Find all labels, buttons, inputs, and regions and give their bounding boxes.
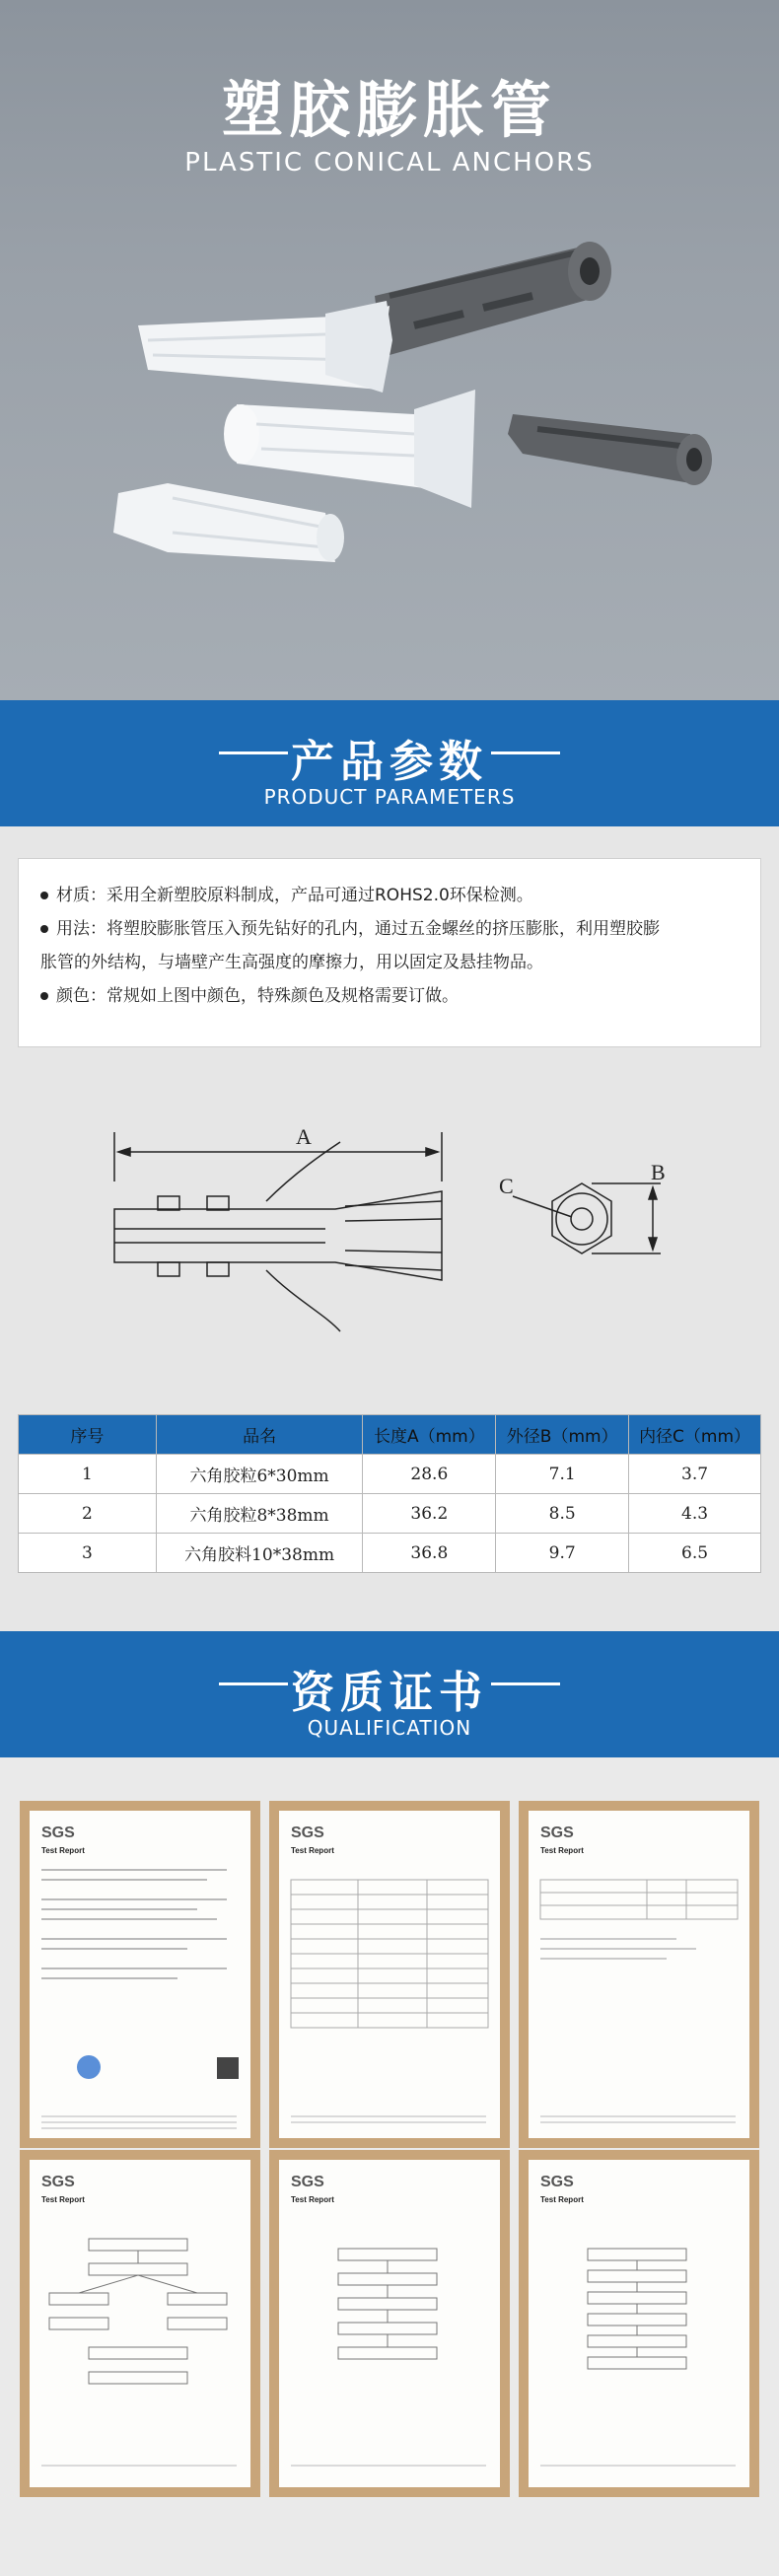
certificate-text-lines <box>30 1860 250 2138</box>
certificate-heading: Test Report <box>41 1846 85 1855</box>
cell-outer: 7.1 <box>496 1455 629 1494</box>
certificate-6 <box>519 2150 759 2497</box>
sgs-logo: SGS <box>540 2174 574 2190</box>
certificate-paper <box>279 1811 500 2138</box>
label-c: C <box>499 1174 514 1198</box>
certificate-heading: Test Report <box>540 2195 584 2204</box>
col-inner: 内径C（mm） <box>629 1415 761 1455</box>
table-row <box>19 1534 761 1573</box>
label-b: B <box>651 1160 666 1184</box>
cell-index: 2 <box>19 1494 157 1534</box>
certificate-paper <box>30 2160 250 2487</box>
cell-inner: 4.3 <box>629 1494 761 1534</box>
params-banner <box>0 700 779 826</box>
description-box <box>18 858 761 1047</box>
banner-line-right <box>491 1682 560 1685</box>
certificate-flowchart <box>529 2209 749 2487</box>
certificate-3 <box>519 1801 759 2148</box>
bullet-icon <box>40 992 48 1000</box>
certificate-paper <box>30 1811 250 2138</box>
table-row <box>19 1455 761 1494</box>
white-anchor-bottom <box>113 483 344 562</box>
cell-index: 1 <box>19 1455 157 1494</box>
desc-color: 颜色：常规如上图中颜色，特殊颜色及规格需要订做。 <box>40 979 739 1013</box>
desc-usage: 用法：将塑胶膨胀管压入预先钻好的孔内，通过五金螺丝的挤压膨胀，利用塑胶膨 <box>40 912 739 946</box>
bullet-icon <box>40 892 48 899</box>
cell-length: 28.6 <box>363 1455 496 1494</box>
cell-name: 六角胶粒8*38mm <box>156 1494 363 1534</box>
cell-outer: 8.5 <box>496 1494 629 1534</box>
params-banner-title: 产品参数 <box>291 737 488 787</box>
sgs-logo: SGS <box>291 1825 324 1841</box>
certificate-paper <box>529 1811 749 2138</box>
cell-name: 六角胶料10*38mm <box>156 1534 363 1573</box>
params-banner-subtitle: PRODUCT PARAMETERS <box>263 785 516 809</box>
sgs-logo: SGS <box>540 1825 574 1841</box>
cell-outer: 9.7 <box>496 1534 629 1573</box>
certificate-paper <box>529 2160 749 2487</box>
grey-anchor-large <box>375 242 611 355</box>
col-outer: 外径B（mm） <box>496 1415 629 1455</box>
certificate-paper <box>279 2160 500 2487</box>
cell-inner: 3.7 <box>629 1455 761 1494</box>
desc-material: 材质：采用全新塑胶原料制成，产品可通过ROHS2.0环保检测。 <box>40 879 739 912</box>
desc-usage-cont: 胀管的外结构，与墙壁产生高强度的摩擦力，用以固定及悬挂物品。 <box>40 953 543 972</box>
cell-inner: 6.5 <box>629 1534 761 1573</box>
cell-length: 36.8 <box>363 1534 496 1573</box>
certificate-1 <box>20 1801 260 2148</box>
certificate-heading: Test Report <box>291 2195 334 2204</box>
certificate-4 <box>20 2150 260 2497</box>
hero-subtitle: PLASTIC CONICAL ANCHORS <box>184 148 595 178</box>
qualification-banner <box>0 1631 779 1757</box>
banner-line-right <box>491 751 560 754</box>
certificate-heading: Test Report <box>540 1846 584 1855</box>
certificate-table-lines <box>279 1860 500 2138</box>
grey-anchor-small <box>508 414 712 485</box>
qualification-banner-title: 资质证书 <box>291 1668 488 1718</box>
white-anchor-top <box>138 301 392 393</box>
qualification-banner-subtitle: QUALIFICATION <box>307 1716 472 1740</box>
hero-title: 塑胶膨胀管 <box>221 74 557 146</box>
bullet-icon <box>40 925 48 933</box>
cell-length: 36.2 <box>363 1494 496 1534</box>
cell-index: 3 <box>19 1534 157 1573</box>
col-index: 序号 <box>19 1415 157 1455</box>
white-anchor-middle <box>224 390 475 508</box>
label-a: A <box>296 1124 312 1149</box>
spec-table <box>18 1414 761 1573</box>
sgs-logo: SGS <box>291 2174 324 2190</box>
certificate-flowchart <box>30 2209 250 2487</box>
certificate-table-lines <box>529 1860 749 2138</box>
certificate-heading: Test Report <box>291 1846 334 1855</box>
params-section <box>0 826 779 1604</box>
col-name: 品名 <box>156 1415 363 1455</box>
certificate-flowchart <box>279 2209 500 2487</box>
certificate-heading: Test Report <box>41 2195 85 2204</box>
col-length: 长度A（mm） <box>363 1415 496 1455</box>
certificate-2 <box>269 1801 510 2148</box>
cell-name: 六角胶粒6*30mm <box>156 1455 363 1494</box>
sgs-logo: SGS <box>41 1825 75 1841</box>
certificate-5 <box>269 2150 510 2497</box>
hero-section <box>0 0 779 700</box>
table-row <box>19 1494 761 1534</box>
table-header-row <box>19 1415 761 1455</box>
technical-drawing <box>0 1073 779 1369</box>
sgs-logo: SGS <box>41 2174 75 2190</box>
certificates-section <box>0 1757 779 2576</box>
